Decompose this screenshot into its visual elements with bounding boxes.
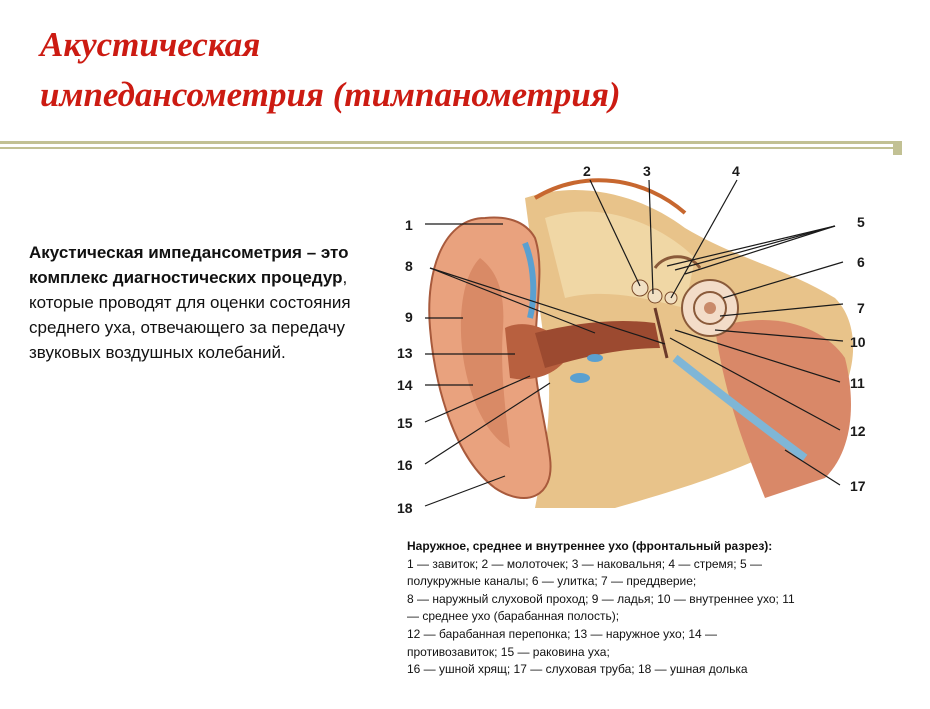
label-17: 17 — [850, 478, 866, 494]
cartilage-blue-2 — [570, 373, 590, 383]
divider-cap — [893, 141, 902, 155]
label-15: 15 — [397, 415, 413, 431]
cartilage-blue-3 — [587, 354, 603, 362]
divider-top — [0, 141, 902, 144]
legend-line: 8 — наружный слуховой проход; 9 — ладья; 10 — внутреннее ухо; 11 — [407, 591, 795, 606]
label-6: 6 — [857, 254, 865, 270]
title-line-1: Акустическая — [40, 25, 261, 64]
label-1: 1 — [405, 217, 413, 233]
label-16: 16 — [397, 457, 413, 473]
slide-title — [40, 20, 800, 120]
legend-line: противозавиток; 15 — раковина уха; — [407, 644, 610, 659]
legend-line: 16 — ушной хрящ; 17 — слуховая труба; 18 — ушная долька — [407, 662, 748, 677]
label-14: 14 — [397, 377, 413, 393]
ossicle-incus — [648, 289, 662, 303]
cochlea-core — [704, 302, 716, 314]
label-11: 11 — [850, 375, 865, 391]
ear-cross-section-diagram — [385, 158, 905, 528]
definition-paragraph — [29, 240, 374, 365]
label-8: 8 — [405, 258, 413, 274]
label-2: 2 — [583, 163, 591, 179]
figure-legend — [407, 538, 877, 679]
legend-line: полукружные каналы; 6 — улитка; 7 — преддверие; — [407, 574, 697, 589]
legend-title: Наружное, среднее и внутреннее ухо (фронтальный разрез): — [407, 539, 773, 553]
label-9: 9 — [405, 309, 413, 325]
definition-bold: Акустическая импедансометрия – это комплекс диагностических процедур — [29, 243, 349, 287]
label-18: 18 — [397, 500, 413, 516]
label-3: 3 — [643, 163, 651, 179]
legend-line: — среднее ухо (барабанная полость); — [407, 609, 620, 624]
ossicle-malleus — [632, 280, 648, 296]
legend-line: 12 — барабанная перепонка; 13 — наружное ухо; 14 — — [407, 626, 718, 641]
label-5: 5 — [857, 214, 865, 230]
legend-line: 1 — завиток; 2 — молоточек; 3 — наковальня; 4 — стремя; 5 — — [407, 556, 762, 571]
label-7: 7 — [857, 300, 865, 316]
label-13: 13 — [397, 345, 413, 361]
title-line-2: импедансометрия (тимпанометрия) — [40, 75, 621, 114]
divider-bottom — [0, 147, 902, 149]
definition-rest: , которые проводят для оценки состояния среднего уха, отвечающего за передачу звуковых воздушных колебаний. — [29, 268, 351, 362]
label-10: 10 — [850, 334, 866, 350]
label-12: 12 — [850, 423, 866, 439]
label-4: 4 — [732, 163, 740, 179]
